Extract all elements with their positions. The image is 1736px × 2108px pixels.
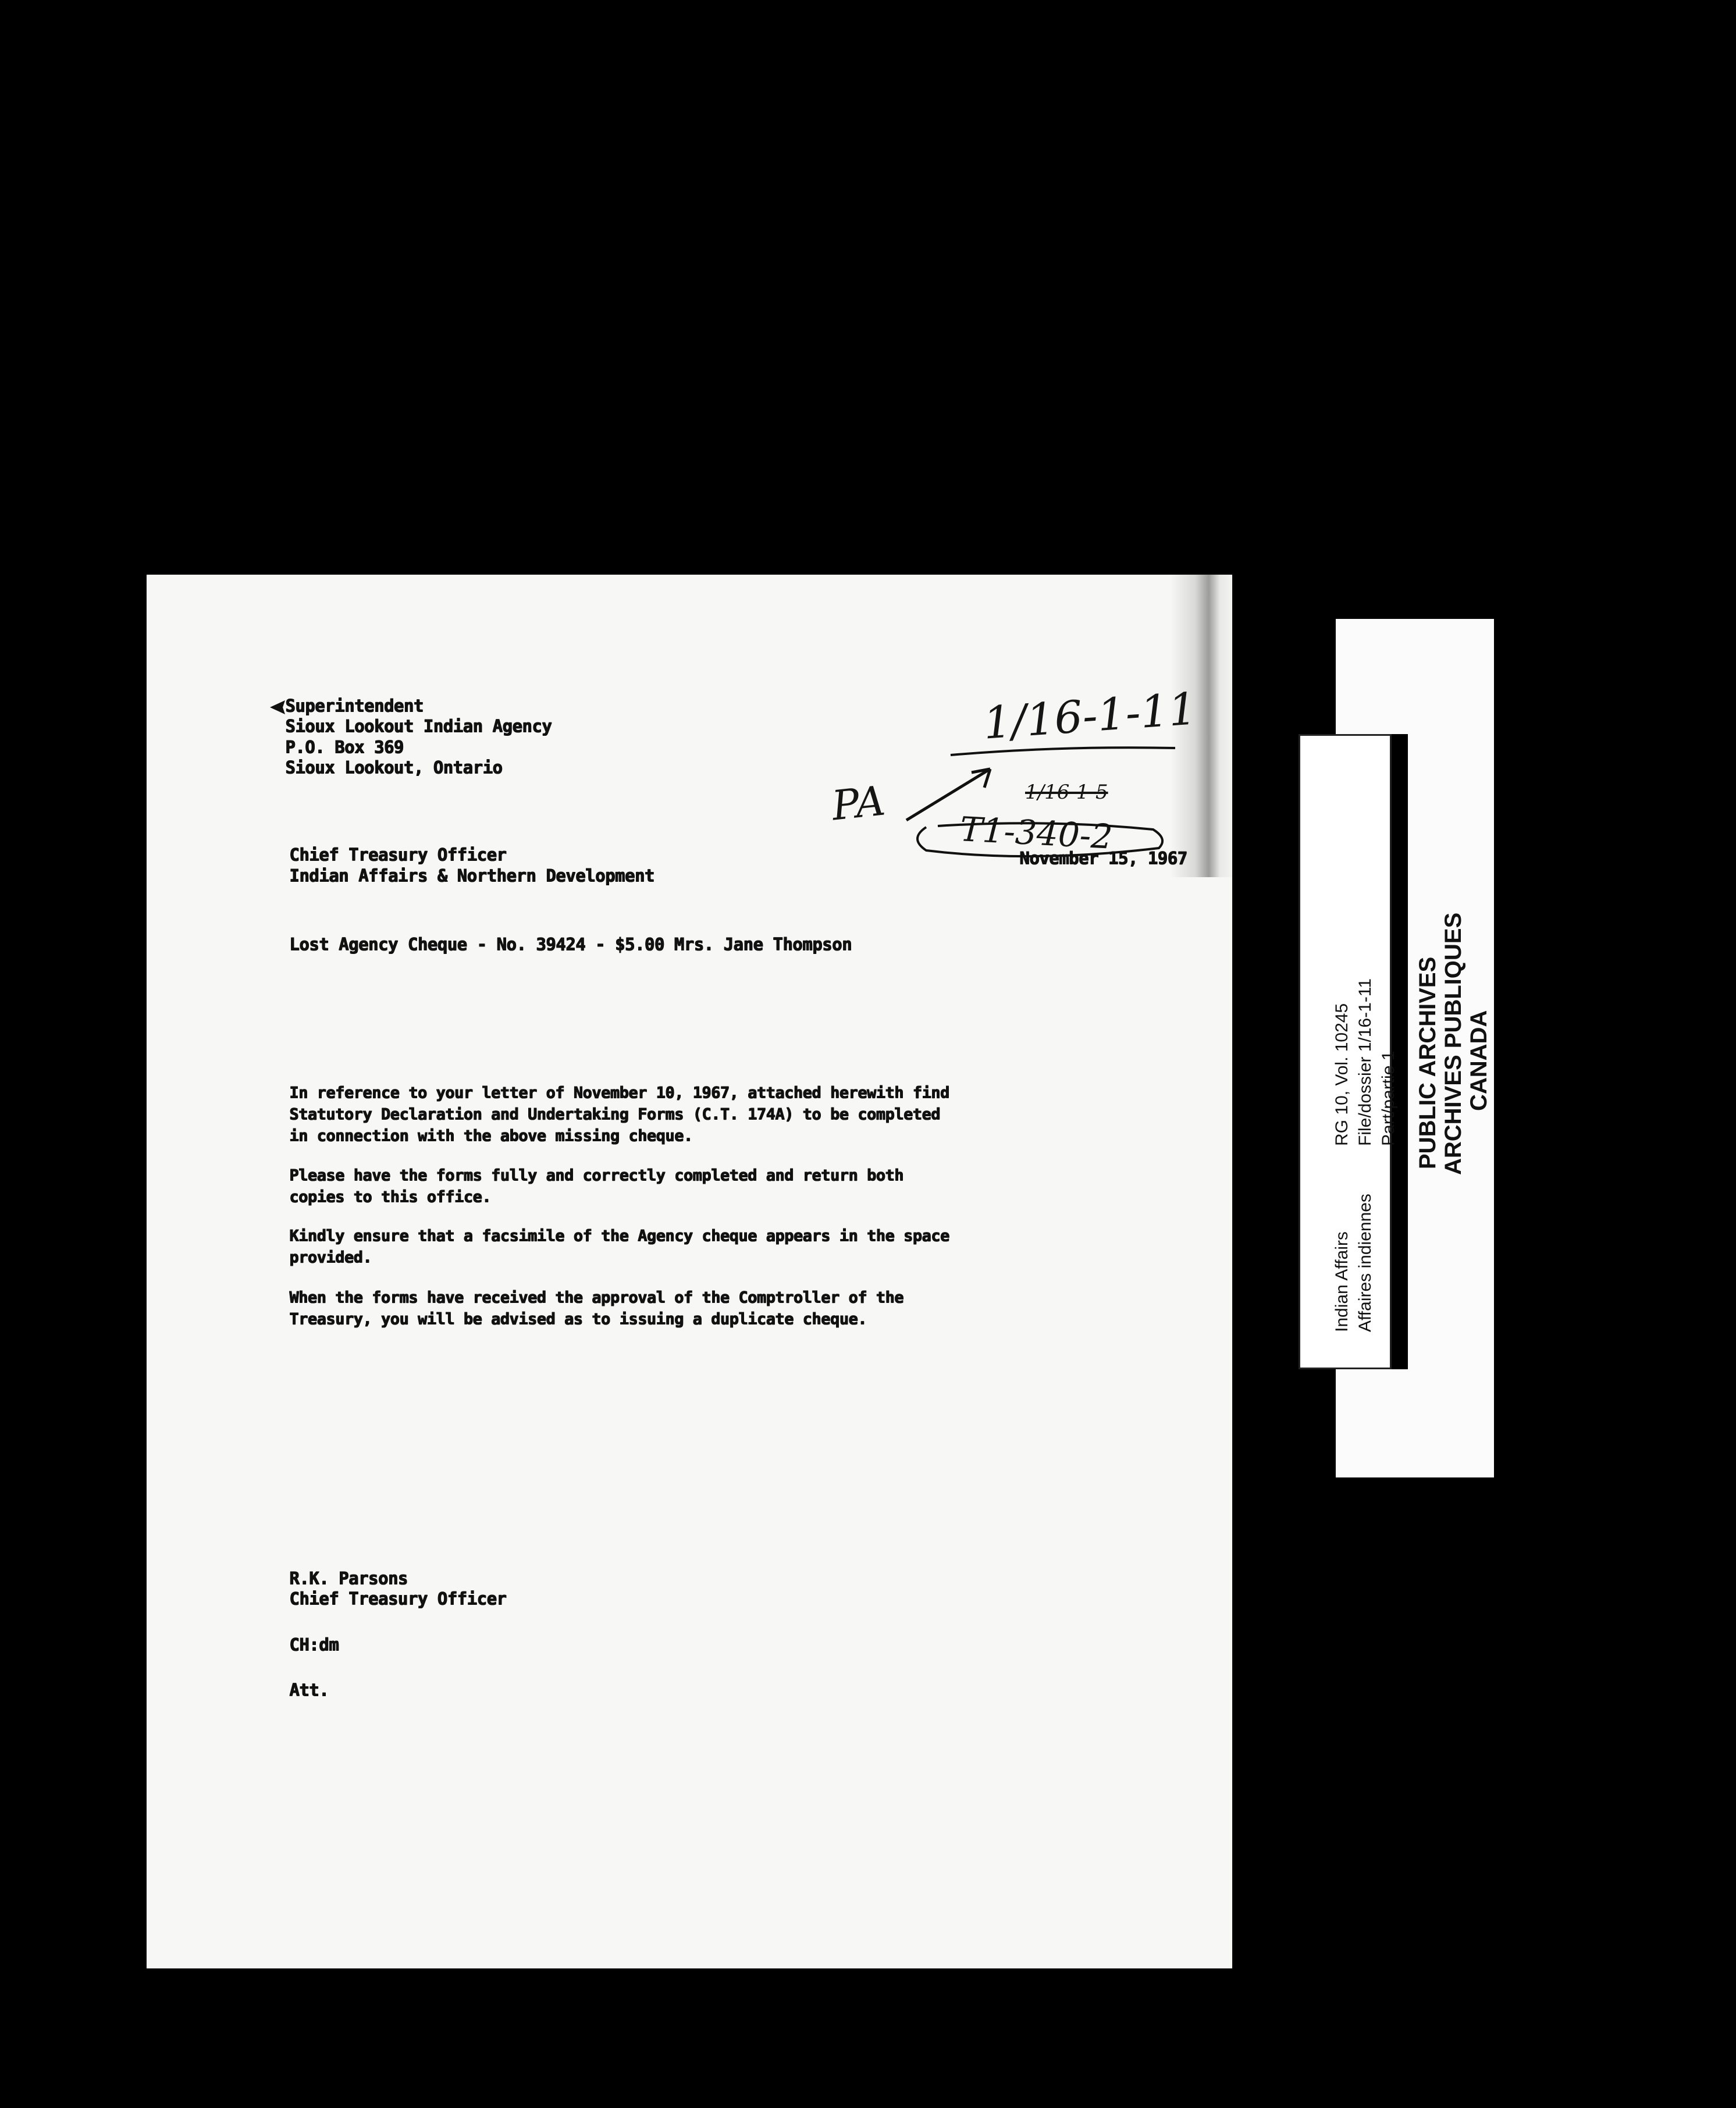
from-line-1: Superintendent [285,696,424,715]
from-line-4: Sioux Lookout, Ontario [285,757,503,777]
to-line-1: Chief Treasury Officer [289,845,507,864]
body-paragraph-4: When the forms have received the approval of the Comptroller of the Treasury, you will be advised as to issuing a duplicate cheque. [289,1288,903,1328]
handwritten-ref-number: T1-340-2 [959,809,1114,857]
from-line-3: P.O. Box 369 [285,737,404,757]
body-paragraph-2: Please have the forms fully and correctly completed and return both copies to this office. [289,1166,903,1206]
stamp-rg-volume: RG 10, Vol. 10245 [1332,1003,1351,1146]
handwritten-pa-mark: PA [829,777,888,830]
body-paragraph-1: In reference to your letter of November 10, 1967, attached herewith find Statutory Declaration and Undertaking Forms (C.T. 174A) to be completed in connection with the above missing cheque. [289,1084,949,1145]
ref-number-loop [903,804,1171,868]
stamp-part-partie: Part/partie 1 [1379,1051,1398,1146]
stamp-public-archives: PUBLIC ARCHIVES [1415,956,1440,1169]
stamp-canada: CANADA [1466,1010,1492,1111]
letter-date: November 15, 1967 [1019,848,1187,868]
attachment-note: Att. [289,1680,329,1700]
subject-line: Lost Agency Cheque - No. 39424 - $5.00 Mrs. Jane Thompson [289,934,852,954]
stamp-indian-affairs: Indian Affairs [1332,1231,1351,1332]
from-line-2: Sioux Lookout Indian Agency [285,716,552,736]
letter-page [147,575,1232,1968]
signature-title: Chief Treasury Officer [289,1589,507,1608]
struck-file-number: 1/16-1-5 [1025,781,1108,804]
stamp-affaires-indiennes: Affaires indiennes [1356,1194,1375,1332]
handwritten-file-number: 1/16-1-11 [981,682,1198,749]
signature-name: R.K. Parsons [289,1568,408,1588]
to-line-2: Indian Affairs & Northern Development [289,866,654,885]
stamp-archives-publiques: ARCHIVES PUBLIQUES [1440,912,1466,1175]
initials: CH:dm [289,1635,339,1654]
body-paragraph-3: Kindly ensure that a facsimile of the Agency cheque appears in the space provided. [289,1227,949,1266]
stamp-file-dossier: File/dossier 1/16-1-11 [1356,978,1375,1146]
arrow-mark-icon [268,696,291,719]
